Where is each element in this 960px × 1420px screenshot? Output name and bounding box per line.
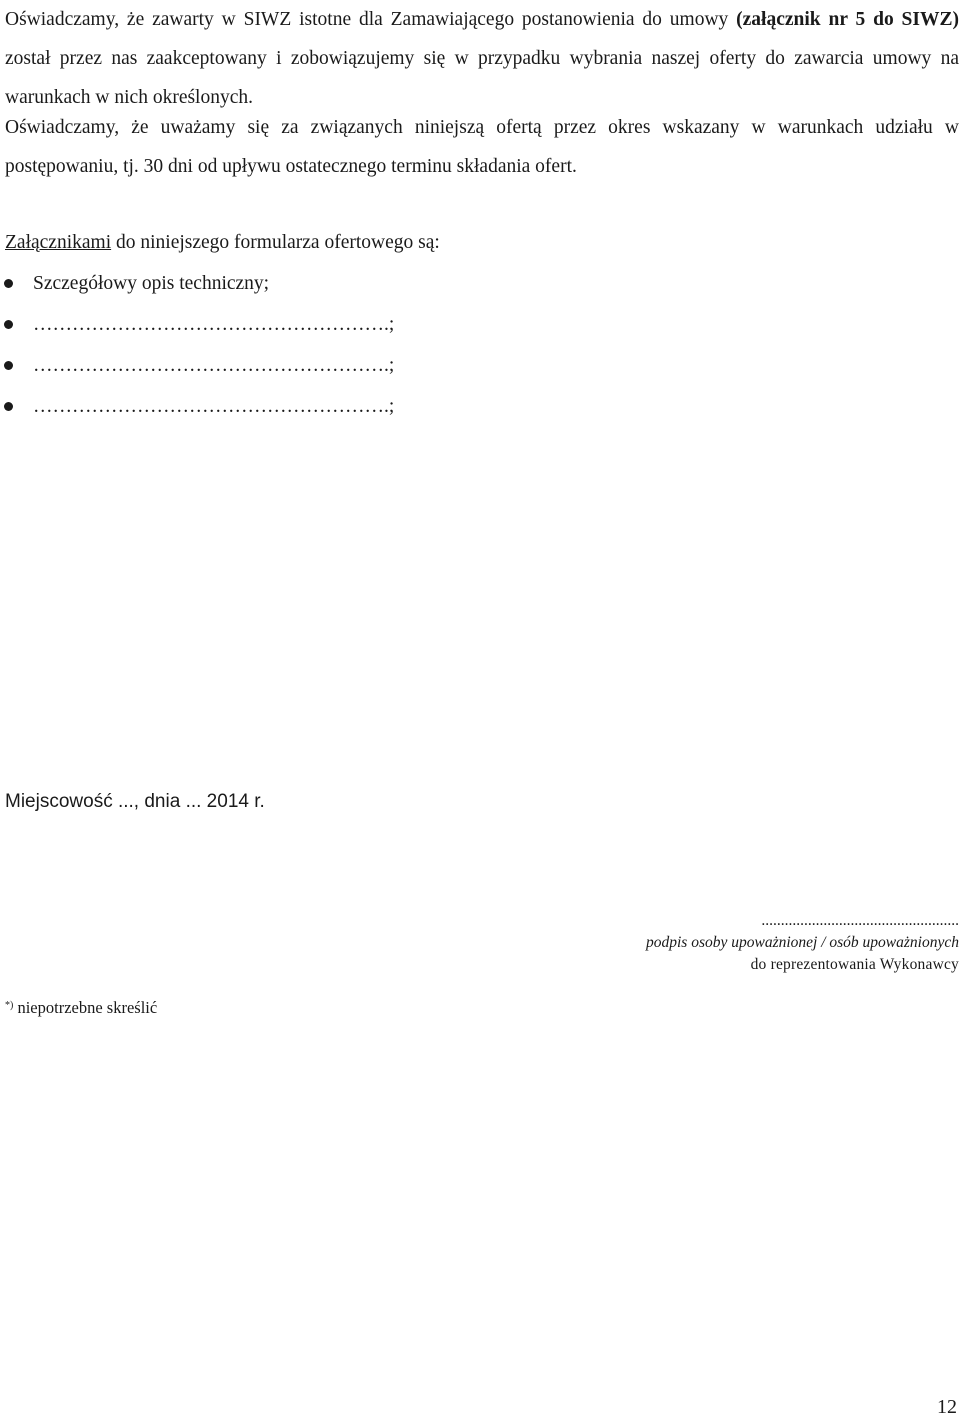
binding-period-statement: Oświadczamy, że uważamy się za związanych niniejszą ofertą przez okres wskazany w warunkach udziału w postępowaniu, tj. 30 dni od upływu ostatecznego terminu składania ofert. <box>5 117 959 177</box>
attachment-blank-line: ……………………………………………….; <box>33 396 395 417</box>
signature-caption: podpis osoby upoważnionej / osób upoważnionych <box>645 934 959 951</box>
bullet-icon <box>4 361 13 370</box>
acceptance-statement <box>5 0 959 117</box>
bullet-icon <box>4 402 13 411</box>
signature-block <box>646 910 959 976</box>
signature-line: ................................................... <box>761 912 959 929</box>
bullet-icon <box>4 279 13 288</box>
footnote-mark: *) <box>5 1000 14 1011</box>
attachments-heading-rest: do niniejszego formularza ofertowego są: <box>111 232 440 253</box>
attachment-item-text: Szczegółowy opis techniczny; <box>33 273 270 294</box>
attachments-heading-underlined: Załącznikami <box>5 232 112 253</box>
footnote <box>5 996 157 1020</box>
attachment-reference: (załącznik nr 5 do SIWZ) <box>736 9 959 30</box>
page-number: 12 <box>937 1396 957 1418</box>
attachments-heading <box>5 223 440 262</box>
place-and-date-line: Miejscowość ..., dnia ... 2014 r. <box>5 791 265 812</box>
signature-caption-2: do reprezentowania Wykonawcy <box>750 956 959 973</box>
acceptance-text-2: został przez nas zaakceptowany i zobowiązujemy się w przypadku wybrania naszej oferty do zawarcia umowy na warunkach w nich określonych. <box>5 48 959 108</box>
attachment-blank-line: ……………………………………………….; <box>33 314 395 335</box>
attachment-blank-line: ……………………………………………….; <box>33 355 395 376</box>
bullet-icon <box>4 320 13 329</box>
footnote-text: niepotrzebne skreślić <box>13 998 158 1017</box>
acceptance-text-1: Oświadczamy, że zawarty w SIWZ istotne dla Zamawiającego postanowienia do umowy <box>5 9 737 30</box>
